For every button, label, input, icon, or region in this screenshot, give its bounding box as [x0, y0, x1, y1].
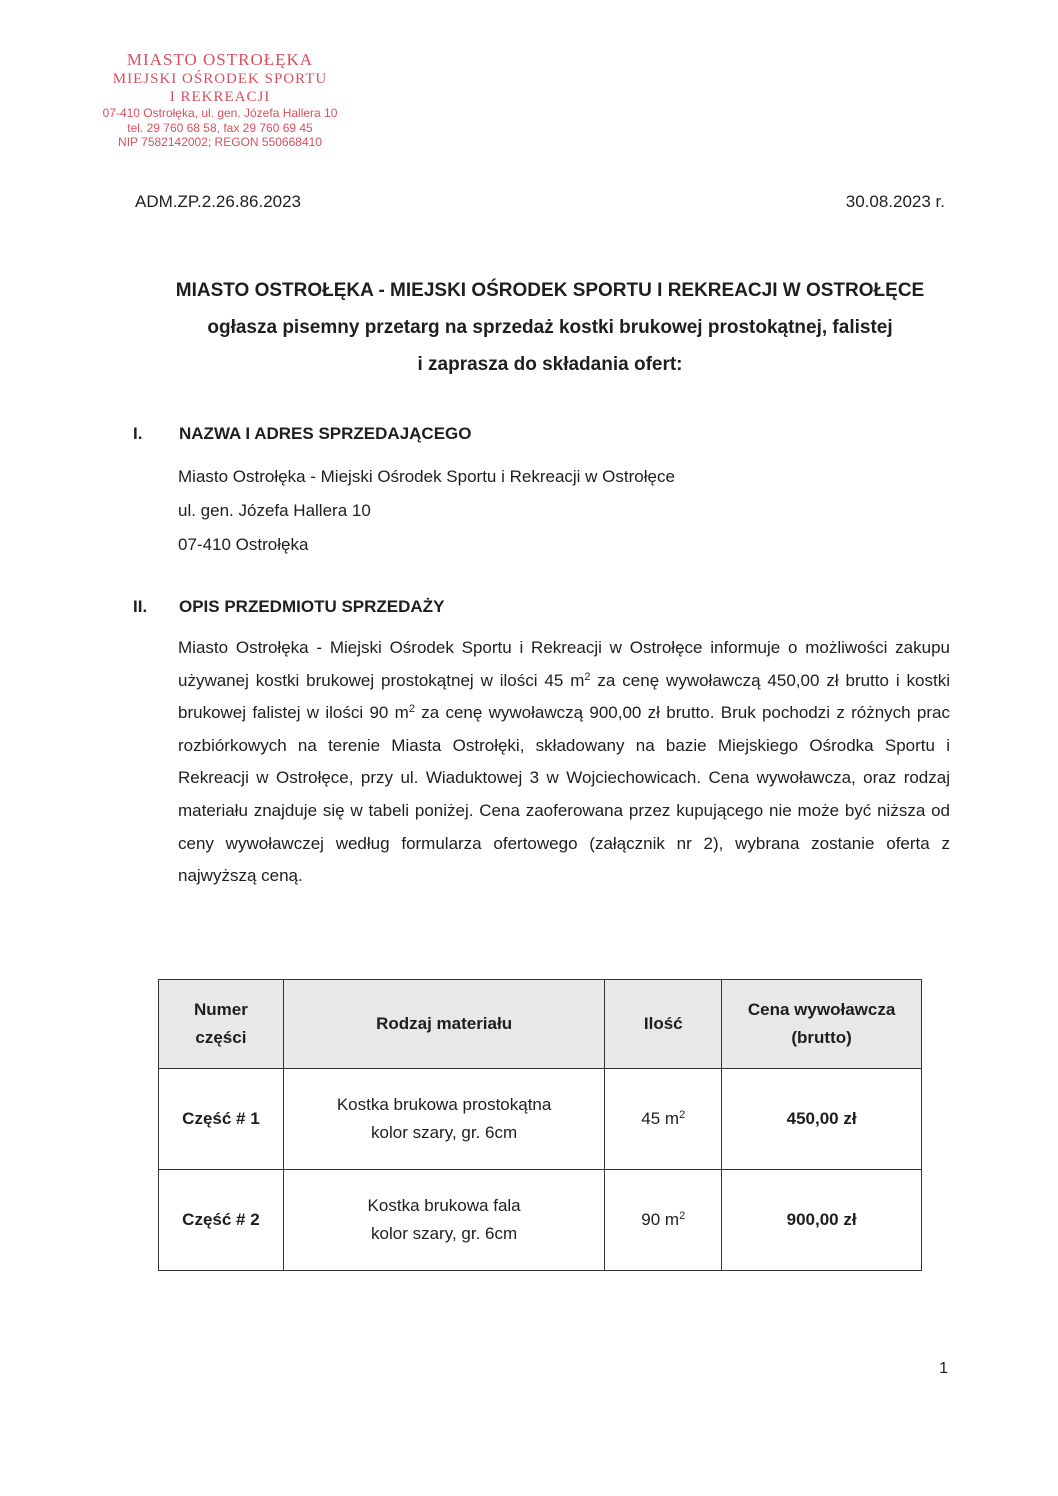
description-text: za cenę wywoławczą 450,00 zł brutto i kostki brukowej falistej w ilości 90 m	[178, 670, 950, 723]
announcement-heading	[110, 272, 990, 383]
quantity-cell	[605, 1170, 722, 1271]
section-title-text: NAZWA I ADRES SPRZEDAJĄCEGO	[179, 424, 472, 443]
description-text: za cenę wywoławczą 900,00 zł brutto. Bruk pochodzi z różnych prac rozbiórkowych na terenie Miasta Ostrołęki, składowany na bazie Miejskiego Ośrodka Sportu i Rekreacji w Ostrołęce, przy ul. Wiaduktowej 3 w Wojciechowicach. Cena wywoławcza, oraz rodzaj materiału znajduje się w tabeli poniżej. Cena zaoferowana przez kupującego nie może być niższa od ceny wywoławczej według formularza ofertowego (załącznik nr 2), wybrana zostanie oferta z najwyższą ceną.	[178, 703, 951, 886]
header-text: Numer	[193, 1000, 248, 1019]
address-line: ul. gen. Józefa Hallera 10	[178, 501, 371, 520]
address-line: 07-410 Ostrołęka	[178, 535, 309, 554]
part-cell: Część # 1	[159, 1069, 284, 1170]
superscript: 2	[679, 1109, 686, 1121]
material-text: kolor szary, gr. 6cm	[371, 1224, 518, 1243]
quantity-text: 90 m	[641, 1210, 680, 1229]
material-text: Kostka brukowa fala	[367, 1196, 521, 1215]
sale-description	[178, 632, 950, 893]
price-cell: 450,00 zł	[722, 1069, 922, 1170]
header-text: Cena wywoławcza	[747, 1000, 896, 1019]
seller-address	[178, 460, 675, 562]
price-cell: 900,00 zł	[722, 1170, 922, 1271]
part-cell: Część # 2	[159, 1170, 284, 1271]
header-text: (brutto)	[791, 1028, 852, 1047]
section-2-title	[133, 597, 444, 617]
superscript: 2	[679, 1210, 686, 1222]
table-row	[159, 1069, 922, 1170]
section-1-title	[133, 424, 472, 444]
material-text: Kostka brukowa prostokątna	[336, 1095, 552, 1114]
header-text: części	[195, 1028, 247, 1047]
institution-stamp	[60, 50, 380, 150]
stamp-line: tel. 29 760 68 58, fax 29 760 69 45	[127, 120, 313, 135]
material-cell	[283, 1069, 605, 1170]
section-number: I.	[133, 424, 143, 443]
stamp-line: I REKREACJI	[169, 89, 271, 106]
heading-line: ogłasza pisemny przetarg na sprzedaż kostki brukowej prostokątnej, falistej	[207, 317, 893, 338]
stamp-line: 07-410 Ostrołęka, ul. gen. Józefa Hallera 10	[102, 106, 338, 121]
description-text: Miasto Ostrołęka - Miejski Ośrodek Sportu i Rekreacji w Ostrołęce informuje o możliwości zakupu używanej kostki brukowej prostokątnej w ilości 45 m	[178, 638, 950, 690]
items-table	[158, 979, 922, 1271]
superscript: 2	[584, 670, 591, 683]
address-line: Miasto Ostrołęka - Miejski Ośrodek Sportu i Rekreacji w Ostrołęce	[178, 467, 675, 486]
material-text: kolor szary, gr. 6cm	[371, 1123, 518, 1142]
stamp-line: MIEJSKI OŚRODEK SPORTU	[112, 71, 328, 88]
table-header-row	[159, 980, 922, 1069]
section-number: II.	[133, 597, 148, 616]
stamp-line: NIP 7582142002; REGON 550668410	[118, 135, 322, 150]
header-quantity: Ilość	[605, 980, 722, 1069]
heading-line: MIASTO OSTROŁĘKA - MIEJSKI OŚRODEK SPORTU I REKREACJI W OSTROŁĘCE	[175, 280, 925, 301]
stamp-line: MIASTO OSTROŁĘKA	[126, 50, 314, 69]
material-cell	[283, 1170, 605, 1271]
header-price	[722, 980, 922, 1069]
document-date: 30.08.2023 r.	[845, 192, 945, 211]
reference-number: ADM.ZP.2.26.86.2023	[135, 192, 302, 211]
quantity-cell	[605, 1069, 722, 1170]
quantity-text: 45 m	[641, 1109, 680, 1128]
table-row	[159, 1170, 922, 1271]
page-number: 1	[939, 1360, 948, 1377]
heading-line: i zaprasza do składania ofert:	[417, 354, 683, 375]
section-title-text: OPIS PRZEDMIOTU SPRZEDAŻY	[179, 597, 445, 616]
header-part-number	[159, 980, 284, 1069]
superscript: 2	[408, 703, 415, 716]
header-material: Rodzaj materiału	[283, 980, 605, 1069]
